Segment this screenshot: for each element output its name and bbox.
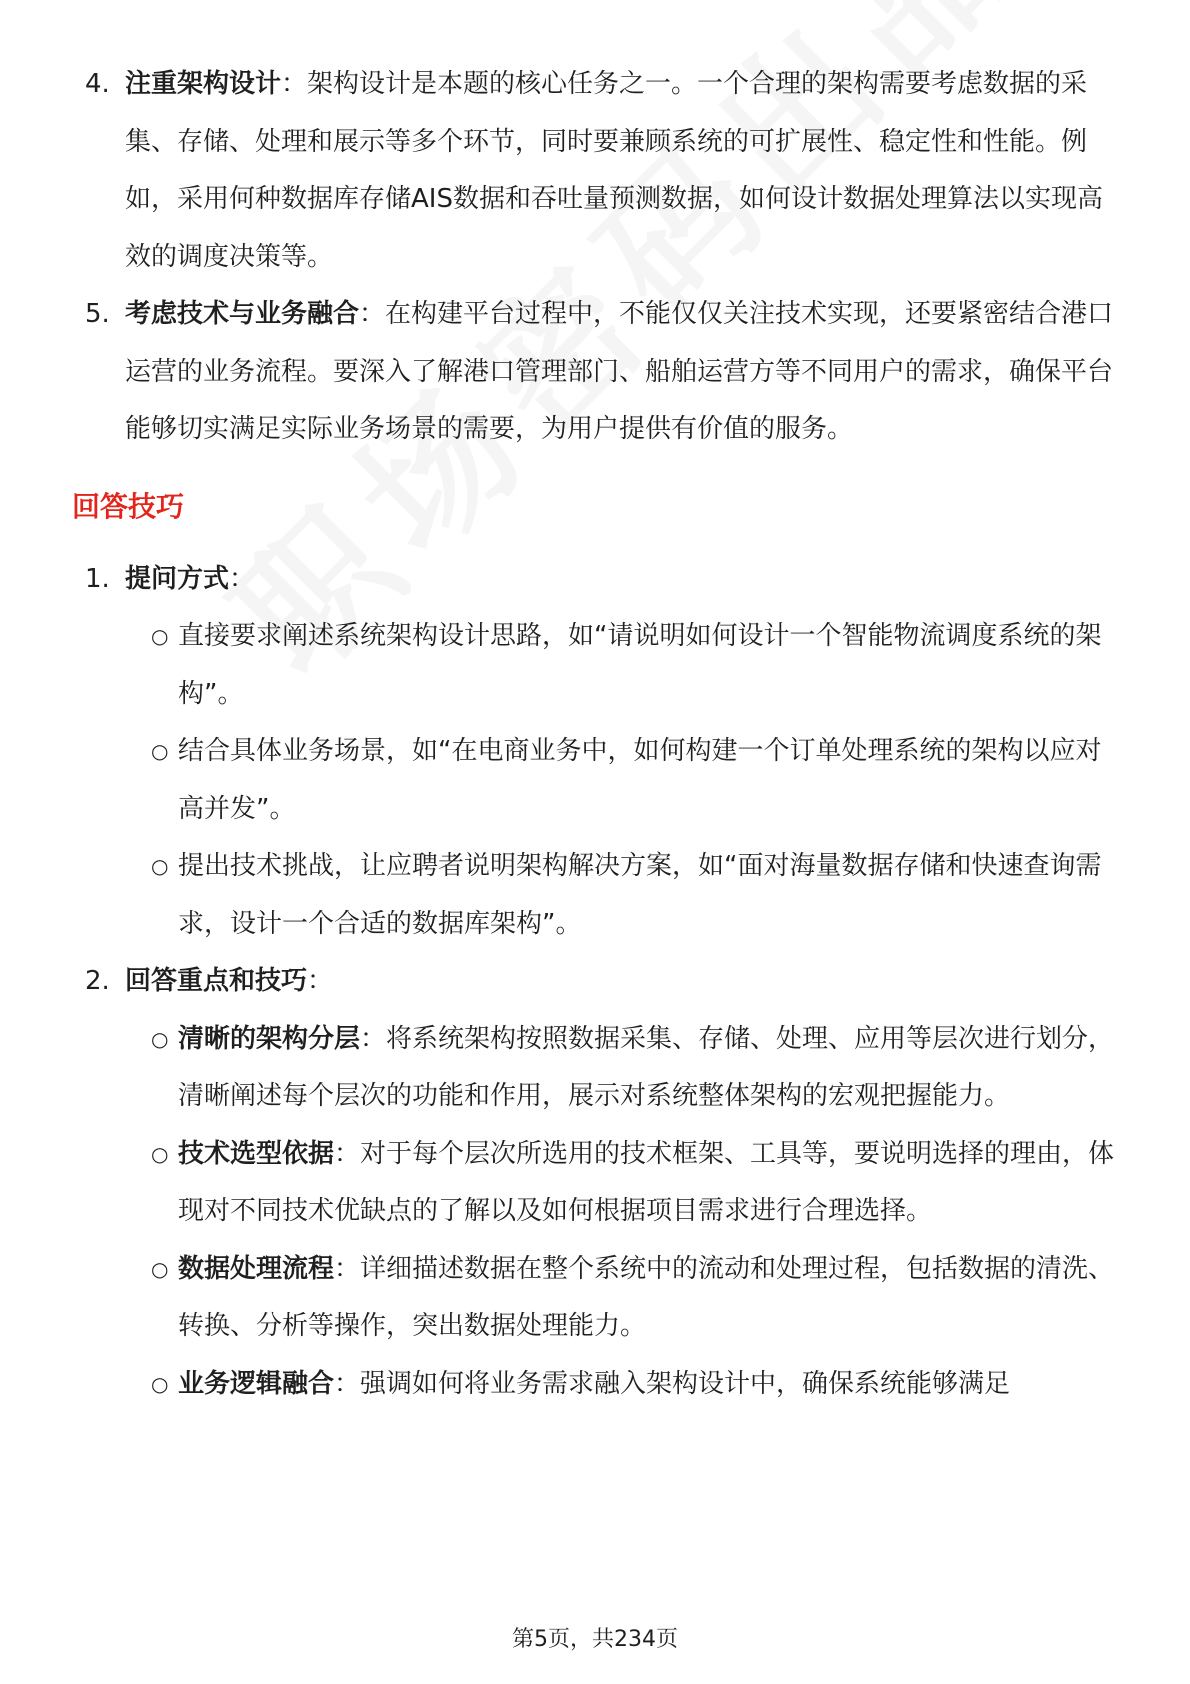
list-number: 5. xyxy=(85,299,110,329)
sub-bullet-title: 技术选型依据 xyxy=(178,1138,335,1169)
bullet-circle-icon: ○ xyxy=(151,1256,169,1281)
sub-bullet-item xyxy=(151,1011,1115,1126)
item-separator: ： xyxy=(334,1138,361,1169)
item-separator: ： xyxy=(281,69,308,99)
section-heading: 回答技巧 xyxy=(72,489,185,523)
sub-bullet-text: 直接要求阐述系统架构设计思路，如“请说明如何设计一个智能物流调度系统的架构”。 xyxy=(178,621,1102,709)
list-number: 1. xyxy=(85,563,110,594)
sub-bullet-title: 业务逻辑融合 xyxy=(178,1368,335,1399)
list-item-1 xyxy=(85,551,1115,609)
item-title: 注重架构设计 xyxy=(125,69,282,99)
item-title: 提问方式 xyxy=(125,563,230,594)
sub-bullet-text: 提出技术挑战，让应聘者说明架构解决方案，如“面对海量数据存储和快速查询需求，设计一个合适的数据库架构”。 xyxy=(178,851,1102,939)
page-number-footer: 第5页，共234页 xyxy=(512,1627,678,1652)
sub-bullet-item xyxy=(151,608,1115,723)
list-item-4 xyxy=(85,56,1115,286)
bullet-circle-icon: ○ xyxy=(151,739,169,763)
bullet-circle-icon: ○ xyxy=(151,1026,169,1051)
sub-bullet-item xyxy=(151,1241,1115,1356)
item-title: 回答重点和技巧 xyxy=(125,966,308,996)
list-number: 4. xyxy=(85,69,110,99)
page-content xyxy=(0,56,1190,1413)
sub-bullet-item xyxy=(151,723,1115,838)
item-text: 架构设计是本题的核心任务之一。一个合理的架构需要考虑数据的采集、存储、处理和展示等多个环节，同时要兼顾系统的可扩展性、稳定性和性能。例如，采用何种数据库存储AIS数据和吞吐量预测数据，如何设计数据处理算法以实现高效的调度决策等。 xyxy=(125,69,1103,272)
list-number: 2. xyxy=(85,966,110,996)
item-title: 考虑技术与业务融合 xyxy=(125,299,360,329)
sub-bullet-text: 结合具体业务场景，如“在电商业务中，如何构建一个订单处理系统的架构以应对高并发”。 xyxy=(178,736,1102,824)
list-item-2 xyxy=(85,953,1115,1011)
bullet-circle-icon: ○ xyxy=(151,1371,169,1396)
sub-bullet-text: 详细描述数据在整个系统中的流动和处理过程，包括数据的清洗、转换、分析等操作，突出数据处理能力。 xyxy=(178,1253,1115,1341)
list-item-5 xyxy=(85,286,1115,459)
item-separator: ： xyxy=(334,1368,361,1399)
item-text: 在构建平台过程中，不能仅仅关注技术实现，还要紧密结合港口运营的业务流程。要深入了解港口管理部门、船舶运营方等不同用户的需求，确保平台能够切实满足实际业务场景的需要，为用户提供有价值的服务。 xyxy=(125,299,1114,444)
bullet-circle-icon: ○ xyxy=(151,854,169,878)
item-separator: ： xyxy=(229,563,256,594)
sub-bullet-item xyxy=(151,838,1115,953)
sub-bullet-text: 强调如何将业务需求融入架构设计中，确保系统能够满足 xyxy=(360,1368,1011,1399)
item-separator: ： xyxy=(307,966,334,996)
item-separator: ： xyxy=(360,1023,387,1054)
sub-bullet-title: 清晰的架构分层 xyxy=(178,1023,361,1054)
sub-bullet-text: 将系统架构按照数据采集、存储、处理、应用等层次进行划分，清晰阐述每个层次的功能和作用，展示对系统整体架构的宏观把握能力。 xyxy=(178,1023,1115,1111)
item-separator: ： xyxy=(359,299,386,329)
sub-bullet-text: 对于每个层次所选用的技术框架、工具等，要说明选择的理由，体现对不同技术优缺点的了解以及如何根据项目需求进行合理选择。 xyxy=(178,1138,1115,1226)
bullet-circle-icon: ○ xyxy=(151,1141,169,1166)
sub-bullet-item xyxy=(151,1126,1115,1241)
sub-bullet-item xyxy=(151,1356,1115,1414)
sub-bullet-title: 数据处理流程 xyxy=(178,1253,335,1284)
item-separator: ： xyxy=(334,1253,361,1284)
bullet-circle-icon: ○ xyxy=(151,624,169,648)
